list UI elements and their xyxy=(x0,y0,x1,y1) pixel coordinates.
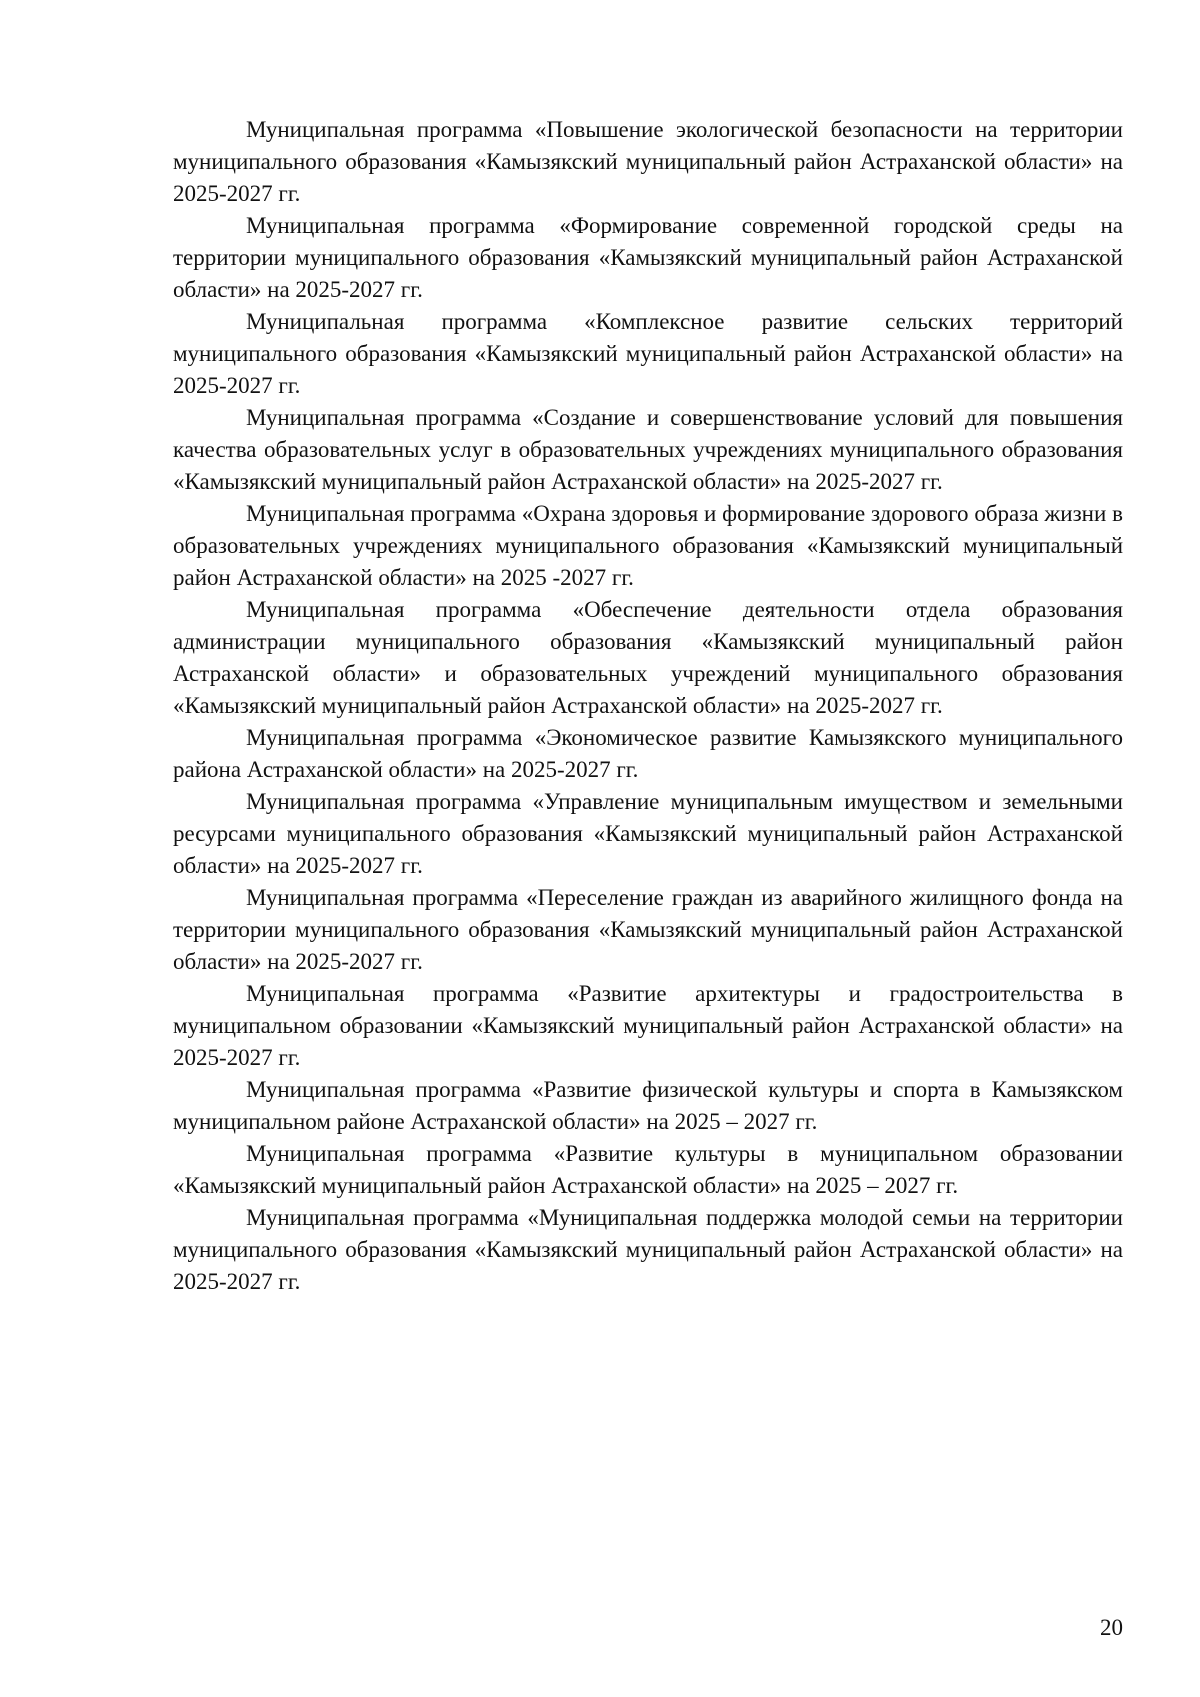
program-paragraph: Муниципальная программа «Развитие культуры в муниципальном образовании «Камызякский муниципальный район Астраханской области» на 2025 – 2027 гг. xyxy=(173,1141,1123,1198)
program-paragraph: Муниципальная программа «Экономическое развитие Камызякского муниципального района Астраханской области» на 2025-2027 гг. xyxy=(173,725,1123,782)
program-paragraph: Муниципальная программа «Развитие архитектуры и градостроительства в муниципальном образовании «Камызякский муниципальный район Астраханской области» на 2025-2027 гг. xyxy=(173,981,1123,1070)
program-paragraph: Муниципальная программа «Повышение экологической безопасности на территории муниципального образования «Камызякский муниципальный район Астраханской области» на 2025-2027 гг. xyxy=(173,117,1123,206)
program-list xyxy=(173,114,1123,1298)
program-paragraph: Муниципальная программа «Обеспечение деятельности отдела образования администрации муниципального образования «Камызякский муниципальный район Астраханской области» и образовательных учреждений муниципального образования «Камызякский муниципальный район Астраханской области» на 2025-2027 гг. xyxy=(173,597,1123,718)
program-paragraph: Муниципальная программа «Формирование современной городской среды на территории муниципального образования «Камызякский муниципальный район Астраханской области» на 2025-2027 гг. xyxy=(173,213,1123,302)
program-paragraph: Муниципальная программа «Создание и совершенствование условий для повышения качества образовательных услуг в образовательных учреждениях муниципального образования «Камызякский муниципальный район Астраханской области» на 2025-2027 гг. xyxy=(173,405,1123,494)
program-paragraph: Муниципальная программа «Развитие физической культуры и спорта в Камызякском муниципальном районе Астраханской области» на 2025 – 2027 гг. xyxy=(173,1077,1123,1134)
program-paragraph: Муниципальная программа «Охрана здоровья и формирование здорового образа жизни в образовательных учреждениях муниципального образования «Камызякский муниципальный район Астраханской области» на 2025 -2027 гг. xyxy=(173,501,1123,590)
program-paragraph: Муниципальная программа «Переселение граждан из аварийного жилищного фонда на территории муниципального образования «Камызякский муниципальный район Астраханской области» на 2025-2027 гг. xyxy=(173,885,1123,974)
program-paragraph: Муниципальная программа «Управление муниципальным имуществом и земельными ресурсами муниципального образования «Камызякский муниципальный район Астраханской области» на 2025-2027 гг. xyxy=(173,789,1123,878)
program-paragraph: Муниципальная программа «Муниципальная поддержка молодой семьи на территории муниципального образования «Камызякский муниципальный район Астраханской области» на 2025-2027 гг. xyxy=(173,1205,1123,1294)
page-number: 20 xyxy=(1100,1615,1123,1640)
program-paragraph: Муниципальная программа «Комплексное развитие сельских территорий муниципального образования «Камызякский муниципальный район Астраханской области» на 2025-2027 гг. xyxy=(173,309,1123,398)
